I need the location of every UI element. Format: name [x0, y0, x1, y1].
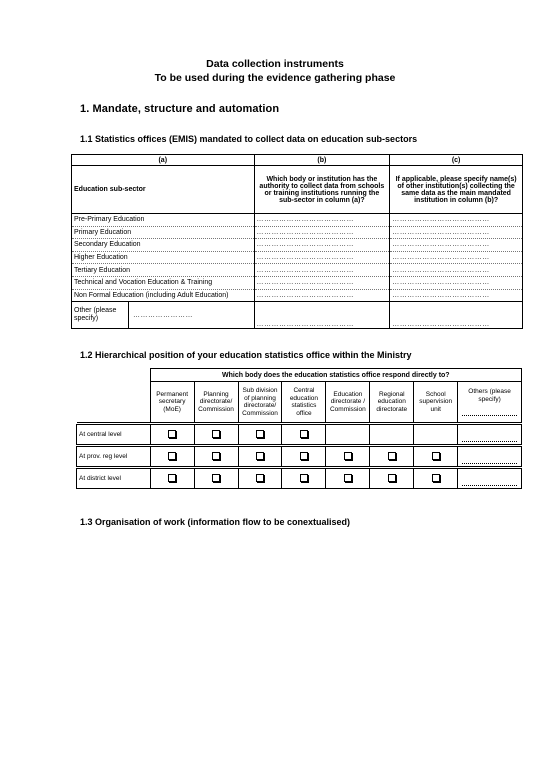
subsector-row — [72, 239, 523, 252]
document-title: Data collection instruments — [206, 58, 344, 70]
checkbox[interactable] — [388, 474, 396, 482]
other-label: Other (please specify) — [72, 302, 129, 328]
subsector-row — [72, 226, 523, 239]
others-specify-field[interactable] — [462, 435, 517, 442]
checkbox[interactable] — [432, 474, 440, 482]
subsector-label: Non Formal Education (including Adult Education) — [72, 289, 255, 302]
body-column-header: Education directorate / Commission — [326, 382, 370, 423]
subsector-label: Higher Education — [72, 251, 255, 264]
other-institution-field[interactable]: ………………………………… — [390, 226, 523, 239]
checkbox[interactable] — [344, 452, 352, 460]
others-header-label: Others (please specify) — [468, 388, 511, 403]
mandated-body-field[interactable]: ………………………………… — [254, 276, 390, 289]
other-institution-field[interactable]: ………………………………… — [390, 264, 523, 277]
other-institution-field[interactable]: ………………………………… — [390, 214, 523, 227]
others-specify-field[interactable] — [462, 457, 517, 464]
checkbox[interactable] — [212, 452, 220, 460]
mandated-body-field[interactable]: ………………………………… — [254, 264, 390, 277]
body-column-header: Planning directorate/ Commission — [194, 382, 238, 423]
col-a-header: Education sub-sector — [72, 166, 255, 214]
subsector-label: Secondary Education — [72, 239, 255, 252]
col-b-letter: (b) — [254, 155, 390, 166]
others-specify-field[interactable] — [462, 479, 517, 486]
body-column-header: Permanent secretary (MoE) — [150, 382, 194, 423]
level-row — [77, 469, 522, 489]
others-specify-field[interactable] — [462, 409, 517, 416]
mandated-body-field[interactable]: ………………………………… — [254, 226, 390, 239]
subsector-row — [72, 289, 523, 302]
checkbox[interactable] — [212, 430, 220, 438]
col-c-header: If applicable, please specify name(s) of other institution(s) collecting the same data as the main mandated institution in column (b)? — [390, 166, 523, 214]
checkbox[interactable] — [168, 430, 176, 438]
level-row — [77, 447, 522, 467]
section-1-1-heading: 1.1 Statistics offices (EMIS) mandated to collect data on education sub-sectors — [80, 134, 418, 144]
subsector-label: Pre-Primary Education — [72, 214, 255, 227]
body-column-header: Sub division of planning directorate/ Commission — [238, 382, 282, 423]
level-label: At central level — [77, 425, 151, 445]
checkbox[interactable] — [256, 474, 264, 482]
checkbox[interactable] — [344, 474, 352, 482]
body-column-header: Regional education directorate — [370, 382, 414, 423]
checkbox[interactable] — [256, 430, 264, 438]
level-row — [77, 425, 522, 445]
mandate-table — [71, 154, 523, 329]
section-1-heading: 1. Mandate, structure and automation — [80, 103, 280, 115]
other-institution-field[interactable]: ………………………………… — [390, 251, 523, 264]
level-label: At prov. reg level — [77, 447, 151, 467]
document-subtitle: To be used during the evidence gathering phase — [154, 72, 396, 84]
mandated-body-field[interactable]: ………………………………… — [254, 239, 390, 252]
mandated-body-field[interactable]: ………………………………… — [254, 251, 390, 264]
col-b-header: Which body or institution has the authority to collect data from schools or training institutions running the sub-sector in column (a)? — [254, 166, 390, 214]
level-label: At district level — [77, 469, 151, 489]
subsector-label: Primary Education — [72, 226, 255, 239]
checkbox[interactable] — [256, 452, 264, 460]
other-institution-field[interactable]: ………………………………… — [390, 276, 523, 289]
subsector-row — [72, 214, 523, 227]
subsector-row — [72, 264, 523, 277]
hierarchy-table — [76, 368, 522, 489]
col-a-letter: (a) — [72, 155, 255, 166]
checkbox[interactable] — [212, 474, 220, 482]
other-body-field[interactable]: ………………………………… — [254, 302, 390, 329]
mandated-body-field[interactable]: ………………………………… — [254, 214, 390, 227]
checkbox[interactable] — [300, 452, 308, 460]
body-column-header: Central education statistics office — [282, 382, 326, 423]
mandated-body-field[interactable]: ………………………………… — [254, 289, 390, 302]
subsector-label: Tertiary Education — [72, 264, 255, 277]
checkbox[interactable] — [388, 452, 396, 460]
checkbox[interactable] — [168, 474, 176, 482]
col-c-letter: (c) — [390, 155, 523, 166]
section-1-2-heading: 1.2 Hierarchical position of your education statistics office within the Ministry — [80, 350, 412, 360]
section-1-3-heading: 1.3 Organisation of work (information flow to be conextualised) — [80, 517, 351, 527]
other-institution-field[interactable]: ………………………………… — [390, 302, 523, 329]
subsector-label: Technical and Vocation Education & Training — [72, 276, 255, 289]
hierarchy-question: Which body does the education statistics office respond directly to? — [150, 369, 521, 382]
checkbox[interactable] — [168, 452, 176, 460]
subsector-row — [72, 276, 523, 289]
other-specify-field[interactable]: …………………… — [133, 311, 193, 319]
checkbox[interactable] — [432, 452, 440, 460]
checkbox[interactable] — [300, 474, 308, 482]
other-institution-field[interactable]: ………………………………… — [390, 239, 523, 252]
subsector-row — [72, 251, 523, 264]
body-column-header: School supervision unit — [414, 382, 458, 423]
other-institution-field[interactable]: ………………………………… — [390, 289, 523, 302]
body-column-header — [458, 382, 522, 423]
checkbox[interactable] — [300, 430, 308, 438]
